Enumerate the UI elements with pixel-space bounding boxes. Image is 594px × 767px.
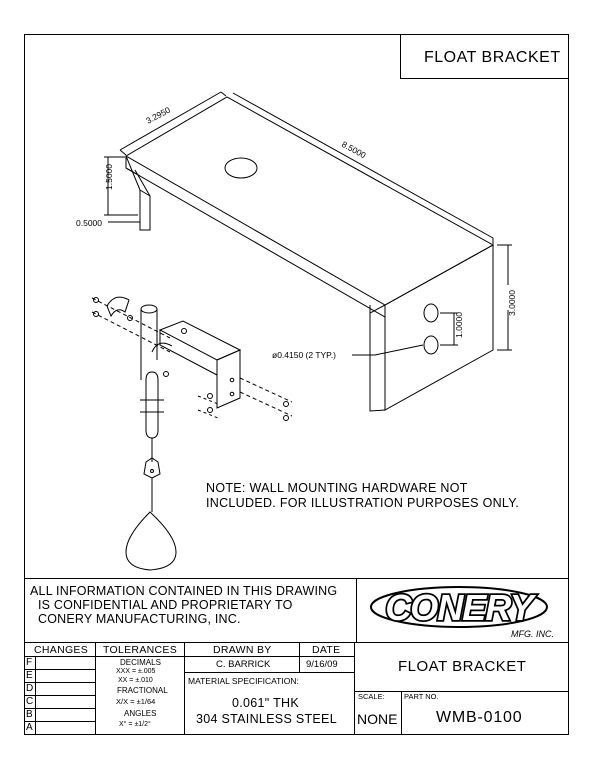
grid-line: [354, 642, 355, 735]
dim-hole-spacing: 1.0000: [454, 312, 464, 338]
material-thickness: 0.061" THK: [232, 696, 299, 710]
tol-xx: XX = ±.010: [118, 677, 153, 684]
confidential-line-3: CONERY MANUFACTURING, INC.: [38, 612, 241, 626]
grid-line: [299, 642, 300, 672]
grid-line: [24, 669, 95, 670]
grid-line: [24, 642, 569, 643]
drawn-by-value: C. BARRICK: [216, 659, 271, 670]
material-type: 304 STAINLESS STEEL: [196, 712, 337, 726]
logo-divider: [356, 578, 357, 642]
top-hole: [225, 158, 257, 178]
svg-text:MFG. INC.: MFG. INC.: [511, 629, 554, 639]
end-hole-lower: [424, 336, 438, 354]
grid-line: [24, 656, 354, 657]
drawing-title-main: FLOAT BRACKET: [398, 658, 527, 675]
revision-f: F: [26, 657, 33, 668]
changes-header: CHANGES: [34, 644, 89, 656]
grid-line: [24, 708, 95, 709]
revision-a: A: [26, 722, 33, 733]
grid-line: [401, 691, 402, 735]
date-value: 9/16/09: [306, 659, 338, 670]
float-switch: [126, 372, 176, 570]
svg-text:CONERY: CONERY: [385, 587, 533, 628]
grid-line: [184, 642, 185, 735]
grid-line: [24, 682, 95, 683]
scale-value: NONE: [357, 711, 398, 727]
title-block-top-line: [24, 578, 569, 579]
dim-height: 1.5000: [104, 164, 114, 190]
dim-hole-dia: ø0.4150 (2 TYP.): [272, 350, 336, 360]
tolerances-header: TOLERANCES: [103, 644, 177, 656]
grid-line: [24, 695, 95, 696]
dim-end-height: 3.0000: [507, 290, 517, 316]
grid-line: [24, 721, 95, 722]
tol-xxx: XXX = ±.005: [116, 668, 156, 675]
tol-fractional: FRACTIONAL: [117, 686, 168, 695]
tol-frac-value: X/X = ±1/64: [116, 697, 156, 706]
note-line-1: NOTE: WALL MOUNTING HARDWARE NOT: [206, 481, 468, 495]
date-header: DATE: [312, 644, 341, 656]
revision-b: B: [26, 709, 33, 720]
grid-line: [95, 642, 96, 735]
bracket-left-lip: [126, 156, 150, 230]
revision-c: C: [26, 696, 34, 707]
dim-width: 3.2950: [144, 104, 172, 126]
end-hole-upper: [424, 304, 438, 322]
revision-e: E: [26, 670, 33, 681]
note-line-2: INCLUDED. FOR ILLUSTRATION PURPOSES ONLY.: [206, 496, 520, 510]
mounting-hardware: [92, 297, 292, 420]
grid-line: [184, 672, 354, 673]
drawing-title-top: FLOAT BRACKET: [424, 49, 561, 66]
part-no-label: PART NO.: [404, 692, 439, 701]
bracket-end-face: [385, 245, 493, 410]
confidential-line-2: IS CONFIDENTIAL AND PROPRIETARY TO: [38, 598, 293, 612]
dim-length: 8.5000: [340, 139, 368, 161]
part-number: WMB-0100: [436, 709, 523, 726]
dim-lip: 0.5000: [76, 218, 102, 228]
tol-decimals: DECIMALS: [120, 658, 161, 667]
revision-d: D: [26, 683, 34, 694]
grid-line: [354, 691, 569, 692]
material-label: MATERIAL SPECIFICATION:: [188, 676, 299, 686]
drawn-by-header: DRAWN BY: [213, 644, 272, 656]
bracket-front-edge: [126, 156, 385, 317]
confidential-notice: [30, 584, 337, 626]
tol-angle-value: X° = ±1/2°: [119, 721, 151, 728]
illustration-note: [206, 481, 519, 511]
conery-logo: [364, 583, 564, 640]
confidential-line-1: ALL INFORMATION CONTAINED IN THIS DRAWING: [30, 584, 338, 598]
scale-label: SCALE:: [358, 692, 385, 701]
tol-angles: ANGLES: [124, 709, 157, 718]
